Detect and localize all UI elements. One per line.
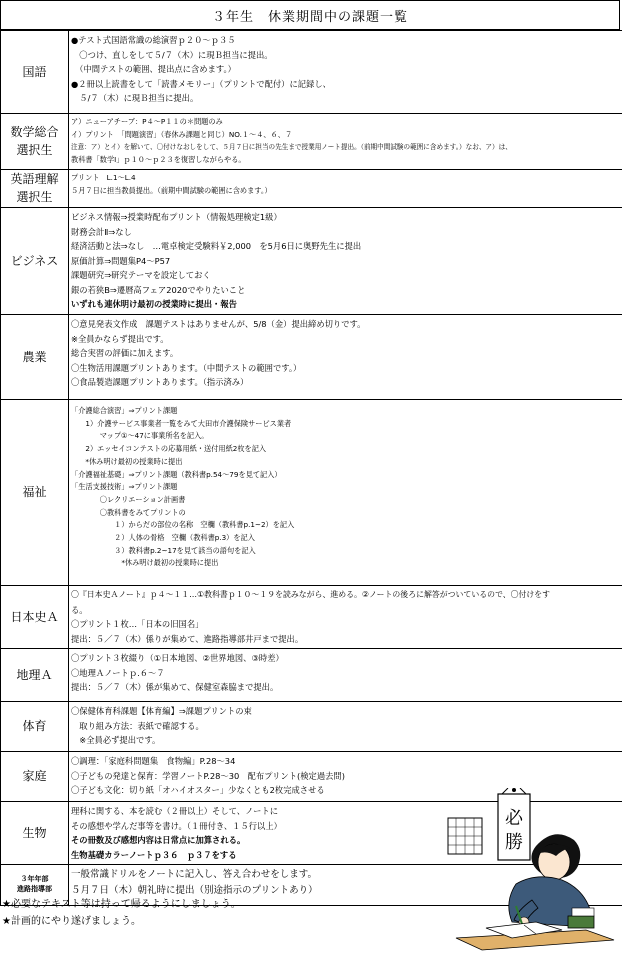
subject-cell bbox=[1, 586, 69, 649]
content-line: ２）人体の骨格 空欄（教科書p.3）を記入 bbox=[71, 533, 255, 543]
content-line: プリント L.1～L.4 bbox=[71, 172, 136, 182]
content-line: 一般常識ドリルをノートに記入し、答え合わせをします。 bbox=[71, 869, 317, 880]
content-line: 〇教科書をみてプリントの bbox=[71, 507, 186, 517]
content-line: イ）プリント 「問題演習」（春休み課題と同じ）NO.１～４、６、７ bbox=[71, 129, 293, 139]
subject-label: 国語 bbox=[22, 64, 47, 79]
content-line: １）からだの部位の名称 空欄（教科書p.1~2）を記入 bbox=[71, 520, 295, 530]
content-line: ア）ニューアチーブ：P４～P１１の＊問題のみ bbox=[71, 117, 223, 126]
content-line: 〇つけ、直しをして５/７（木）に現Ｂ担当に提出。 bbox=[71, 49, 273, 60]
content-line: 銀の若狭B⇒遷暦高フェア2020でやりたいこと bbox=[71, 284, 246, 295]
subject-label: 農業 bbox=[22, 349, 47, 364]
content-line: 〇地理Ａノートｐ.６～７ bbox=[71, 667, 165, 678]
content-line: 生物基礎カラーノートｐ３６ ｐ３７をする bbox=[71, 849, 237, 860]
table-row bbox=[1, 31, 622, 114]
content-line: *休み明け最初の授業時に提出 bbox=[71, 456, 183, 466]
content-cell bbox=[69, 315, 622, 400]
content-line: ●２冊以上読書をして「読書メモリー」（プリントで配付）に記録し、 bbox=[71, 78, 331, 89]
content-line: マップ①～47に事業所名を記入。 bbox=[71, 431, 209, 441]
content-line: その冊数及び感想内容は日常点に加算される。 bbox=[71, 835, 246, 845]
content-line: 「介護総合演習」⇒プリント課題 bbox=[71, 406, 178, 415]
content-line: 経済活動と法⇒なし …電卓検定受験料￥2,000 を5月6日に奥野先生に提出 bbox=[71, 241, 362, 251]
content-line: ※全員かならず提出です。 bbox=[71, 333, 169, 344]
content-line: 課題研究⇒研究テーマを設定しておく bbox=[71, 270, 211, 280]
content-line: る。 bbox=[71, 604, 88, 615]
studying-student-illustration bbox=[436, 788, 616, 953]
content-line: ５月７日（木）朝礼時に提出（別途指示のプリントあり） bbox=[71, 884, 318, 896]
table-row bbox=[1, 208, 622, 315]
subject-label: 体育 bbox=[22, 719, 47, 734]
assignment-table bbox=[0, 30, 622, 906]
subject-label: ３年年部 bbox=[20, 875, 49, 884]
footer-note: ★必要なテキスト等は持って帰るようにしましょう。 bbox=[2, 899, 241, 910]
content-line: 財務会計Ⅱ⇒なし bbox=[71, 226, 132, 237]
content-line: ●テスト式国語常識の総演習ｐ２０～ｐ３５ bbox=[71, 35, 236, 45]
subject-label: 地理Ａ bbox=[16, 667, 53, 682]
subject-cell bbox=[1, 208, 69, 315]
content-line: 提出：５／７（木）係りが集めて、進路指導部井戸まで提出。 bbox=[71, 633, 304, 644]
content-line: ５月７日に担当教員提出。（前期中間試験の範囲に含めます。） bbox=[71, 185, 272, 195]
table-row bbox=[1, 169, 622, 207]
content-line: ビジネス情報⇒授業時配布プリント（情報処理検定1級） bbox=[71, 212, 282, 222]
subject-label: 日本史Ａ bbox=[10, 609, 59, 624]
content-line: 〇レクリエーション計画書 bbox=[71, 494, 186, 504]
banner bbox=[498, 788, 530, 860]
table-row bbox=[1, 114, 622, 170]
content-line: 〇子どもの発達と保育：学習ノートP.28～30 配布プリント(検定過去問) bbox=[71, 770, 345, 781]
content-line: 〇プリント１枚…「日本の旧国名」 bbox=[71, 619, 204, 629]
subject-cell bbox=[1, 752, 69, 802]
content-cell bbox=[69, 169, 622, 207]
subject-label: 英語理解 bbox=[10, 171, 59, 186]
content-cell bbox=[69, 400, 622, 586]
content-line: 〇子ども文化：切り紙「オハイオスター」少なくとも2枚完成させる bbox=[71, 785, 325, 795]
table-row bbox=[1, 649, 622, 702]
subject-cell bbox=[1, 31, 69, 114]
content-line: 2）エッセイコンテストの応募用紙・送付用紙2枚を記入 bbox=[71, 444, 267, 454]
textbook bbox=[568, 916, 594, 928]
content-line: 1）介護サービス事業者一覧をみて大田市介護保険サービス業者 bbox=[71, 418, 292, 428]
content-cell bbox=[69, 31, 622, 114]
content-line: 教科書「数学Ⅰ」ｐ１０～ｐ２３を復習しながらやる。 bbox=[71, 155, 246, 165]
subject-cell bbox=[1, 114, 69, 170]
subject-cell bbox=[1, 802, 69, 865]
table-row bbox=[1, 586, 622, 649]
content-line: 〇保健体育科課題【体育編】⇒課題プリントの束 bbox=[71, 706, 252, 716]
table-row bbox=[1, 702, 622, 752]
content-cell bbox=[69, 208, 622, 315]
content-line: 「生活支援技術」⇒プリント課題 bbox=[71, 482, 178, 492]
content-line: 〇『日本史Ａノート』ｐ４～１１…①教科書ｐ１０～１９を読みながら、進める。②ノートの後ろに解答がついているので、〇付けをす bbox=[71, 590, 551, 599]
page-title: ３年生 休業期間中の課題一覧 bbox=[0, 0, 620, 30]
content-line: 〇食品製造課題プリントあります。（指示済み） bbox=[71, 377, 249, 387]
content-line: ※全員必ず提出です。 bbox=[71, 735, 161, 745]
content-cell bbox=[69, 649, 622, 702]
subject-label: 進路指導部 bbox=[17, 885, 52, 893]
subject-label: 数学総合 bbox=[10, 124, 59, 139]
content-line: 取り組み方法：表紙で確認する。 bbox=[71, 720, 204, 731]
content-line: 原価計算⇒問題集P4～P57 bbox=[71, 255, 171, 266]
subject-cell bbox=[1, 315, 69, 400]
content-line: ５/７（木）に現Ｂ担当に提出。 bbox=[71, 93, 199, 103]
subject-label: ビジネス bbox=[10, 253, 59, 268]
subject-label: 生物 bbox=[22, 825, 47, 840]
subject-label: 選択生 bbox=[16, 143, 53, 158]
content-line: その感想や学んだ事等を書け。（１冊付き、１５行以上） bbox=[71, 820, 282, 831]
table-row bbox=[1, 315, 622, 400]
content-cell bbox=[69, 586, 622, 649]
subject-cell bbox=[1, 702, 69, 752]
content-line: 注意：ア）とイ）を解いて、〇付けなおしをして、５月７日に担当の先生まで授業用ノート提出。（前期中間試験の範囲に含めます。）なお、ア）は、 bbox=[71, 143, 512, 152]
content-line: *休み明け最初の授業時に提出 bbox=[71, 558, 219, 568]
content-line: ３）教科書p.2~17を見て該当の語句を記入 bbox=[71, 545, 256, 555]
content-line: いずれも連休明け最初の授業時に提出・報告 bbox=[71, 299, 237, 309]
svg-text:勝: 勝 bbox=[505, 832, 523, 853]
content-line: 提出：５／７（木）係が集めて、保健室森脇まで提出。 bbox=[71, 682, 279, 692]
banner-text: 必 bbox=[505, 808, 523, 829]
subject-cell bbox=[1, 649, 69, 702]
content-line: 〇プリント３枚綴り（①日本地図、②世界地図、③時差） bbox=[71, 653, 284, 663]
content-line: 理科に関する、本を読む（２冊以上）そして、ノートに bbox=[71, 806, 279, 816]
subject-cell bbox=[1, 169, 69, 207]
footer-note: ★計画的にやり遂げましょう。 bbox=[2, 916, 141, 927]
content-line: 〇調理：「家庭科問題集 食物編」P.28～34 bbox=[71, 756, 236, 766]
subject-label: 福祉 bbox=[22, 485, 47, 500]
subject-label: 家庭 bbox=[22, 769, 47, 784]
content-cell bbox=[69, 702, 622, 752]
content-line: 総合実習の評価に加えます。 bbox=[71, 348, 179, 358]
content-line: 〇生物活用課題プリントあります。（中間テストの範囲です。） bbox=[71, 362, 302, 373]
content-line: 〇意見発表文作成 課題テストはありませんが、5/8（金）提出締め切りです。 bbox=[71, 319, 366, 329]
subject-label: 選択生 bbox=[16, 190, 53, 205]
content-line: 「介護福祉基礎」⇒プリント課題（教科書p.54～79を見て記入） bbox=[71, 469, 282, 479]
content-line: （中間テストの範囲、提出点に含めます。） bbox=[71, 64, 236, 74]
subject-cell bbox=[1, 400, 69, 586]
table-row bbox=[1, 400, 622, 586]
content-cell bbox=[69, 114, 622, 170]
